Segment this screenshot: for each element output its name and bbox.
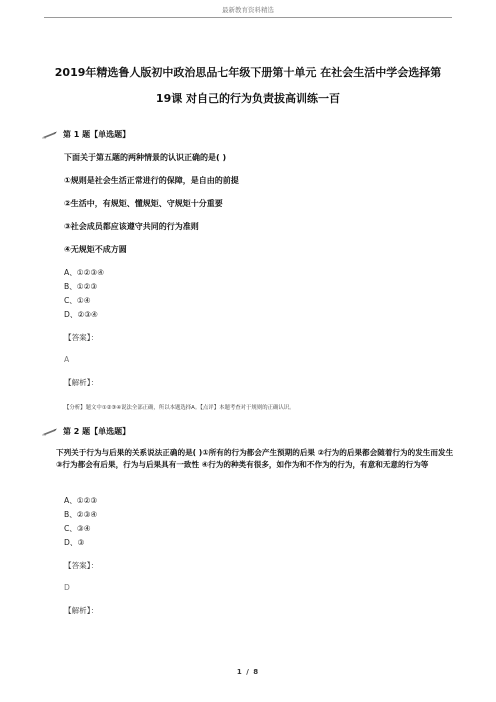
question-2-title: 第 2 题【单选题】 [63, 427, 131, 436]
question-1-analysis-label: 【解析】： [64, 378, 99, 387]
page-number: 1 / 8 [236, 668, 260, 676]
document-title-line-1: 2019年精选鲁人版初中政治思品七年级下册第十单元 在社会生活中学会选择第 [54, 66, 442, 79]
question-2-heading [42, 426, 130, 437]
question-1-statement-1: ①规则是社会生活正常进行的保障，是自由的前提 [64, 176, 239, 185]
question-1-heading [42, 129, 130, 140]
page-header: 最新教育资料精选 [222, 6, 274, 14]
question-1-stem: 下面关于第五题的两种情景的认识正确的是( ) [64, 153, 227, 162]
question-1-answer: A [64, 355, 70, 364]
question-2-option-a[interactable]: A、①②③ [64, 496, 98, 505]
question-2-stem: 下列关于行为与后果的关系说法正确的是( )①所有的行为都会产生预期的后果 ②行为的后果都会随着行为的发生而发生③行为都会有后果，行为与后果具有一致性 ④行为的种类有很多，如作为和不作为的行为，有意和无意的行为等 [56, 448, 454, 469]
question-1-option-a[interactable]: A、①②③④ [64, 268, 105, 277]
question-2-option-b[interactable]: B、②③④ [64, 510, 98, 519]
header-divider [44, 17, 452, 18]
question-1-option-c[interactable]: C、①④ [64, 296, 91, 305]
question-2-answer-label: 【答案】： [64, 561, 99, 570]
question-1-answer-label: 【答案】： [64, 333, 99, 342]
question-1-statement-3: ③社会成员都应该遵守共同的行为准则 [64, 222, 199, 231]
question-1-title: 第 1 题【单选题】 [63, 130, 131, 139]
question-1-statement-2: ②生活中，有规矩、懂规矩、守规矩十分重要 [64, 199, 223, 208]
document-title-line-2: 19课 对自己的行为负责拔高训练一百 [155, 92, 341, 105]
question-1-analysis: 【分析】题文中①②③④说法全部正确，所以本题选择A。【点评】本题考查对于规则的正确认识。 [64, 405, 295, 411]
question-2-answer: D [64, 583, 70, 592]
question-2-analysis-label: 【解析】： [64, 606, 99, 615]
question-1-statement-4: ④无规矩不成方圆 [64, 245, 127, 254]
pen-icon [42, 428, 58, 436]
question-2-option-d[interactable]: D、③ [64, 538, 85, 547]
question-1-option-d[interactable]: D、②③④ [64, 310, 98, 319]
pen-icon [42, 131, 58, 139]
question-2-option-c[interactable]: C、③④ [64, 524, 91, 533]
question-1-option-b[interactable]: B、①②③ [64, 282, 98, 291]
